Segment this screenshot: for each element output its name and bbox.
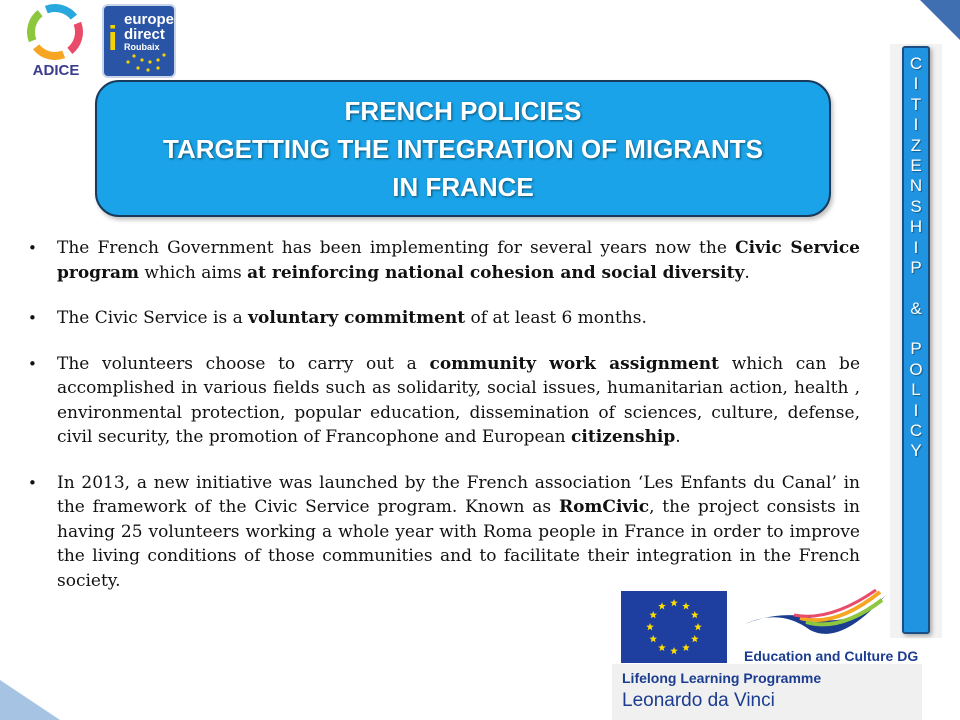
side-bar-letter: S [910, 196, 922, 216]
bullet-bold-text: community work assignment [429, 353, 720, 374]
bullet-text: In 2013, a new initiative was launched by the French association ‘Les Enfants du Canal’ in the framework of the Civic Service program. Known as [57, 472, 860, 517]
title-line-1: FRENCH POLICIES [344, 95, 582, 126]
bullet-item [28, 306, 860, 331]
side-bar-letter: P [910, 257, 922, 277]
bullet-text: of at least 6 months. [465, 308, 647, 328]
title-line-3: IN FRANCE [392, 171, 534, 202]
bullet-text: . [675, 427, 681, 447]
bullet-text: which can be accomplished in various fields such as solidarity, social issues, humanitarian action, health , environmental protection, popular education, dissemination of sciences, culture, defense, civil security, the promotion of Francophone and European [57, 353, 861, 447]
education-culture-dg-label: Education and Culture DG [744, 648, 919, 664]
side-bar-letter: C [909, 421, 923, 441]
bullet-bold-text: at reinforcing national cohesion and social diversity [247, 262, 745, 283]
side-bar-letter: I [913, 237, 919, 257]
side-bar-letter: N [909, 176, 923, 196]
side-bar-letter: O [909, 359, 923, 379]
side-bar-letter: I [913, 400, 919, 420]
side-bar-letter: Y [910, 441, 922, 461]
side-bar-letter: H [909, 217, 923, 237]
side-bar-letter: T [910, 94, 922, 114]
bullet-item [28, 471, 860, 594]
citizenship-policy-bar [902, 46, 930, 634]
title-line-2: TARGETTING THE INTEGRATION OF MIGRANTS [163, 133, 763, 164]
bullet-text: The Civic Service is a [57, 308, 249, 328]
bullet-item [28, 236, 860, 285]
bullet-text: The volunteers choose to carry out a [57, 353, 430, 374]
bullet-bold-text: Civic Service program [57, 238, 860, 283]
side-bar-letter: E [910, 155, 922, 175]
bullet-text: The French Government has been implementing for several years now the [57, 238, 736, 258]
side-bar-letter: C [909, 54, 923, 73]
bullet-bold-text: citizenship [571, 427, 676, 447]
bullet-text: . [744, 262, 750, 283]
adice-label: ADICE [32, 62, 80, 79]
bullet-text: , the project consists in having 25 volunteers working a whole year with Roma people in France in order to improve the living conditions of those communities and to facilitate their integration in the French society. [57, 497, 860, 591]
side-bar-letter: Z [910, 135, 922, 155]
bullet-bold-text: voluntary commitment [248, 308, 466, 328]
side-bar-letter: I [913, 115, 919, 135]
europe-direct-logo [102, 4, 176, 78]
stars-icon [104, 46, 176, 78]
llp-swoosh-logo [740, 588, 890, 648]
europe-direct-line2: direct [124, 26, 165, 43]
info-icon: i [108, 20, 118, 58]
europe-direct-line3: Roubaix [124, 42, 160, 52]
bullet-text: which aims [139, 262, 248, 283]
bullet-item [28, 352, 860, 450]
eu-flag-icon [621, 591, 727, 663]
side-bar-letter: P [910, 339, 922, 359]
corner-decoration-bottom [0, 680, 60, 720]
side-bar-letter: L [911, 380, 921, 400]
side-bar-letter: I [913, 74, 919, 94]
bullet-list [28, 236, 860, 614]
leonardo-da-vinci-label: Leonardo da Vinci [622, 690, 775, 711]
llp-programme-label: Lifelong Learning Programme [622, 670, 822, 686]
side-bar-letter: & [910, 298, 922, 318]
corner-decoration [920, 0, 960, 40]
europe-direct-line1: europe [124, 11, 175, 28]
title-box [95, 80, 831, 217]
bullet-bold-text: RomCivic [558, 497, 650, 517]
